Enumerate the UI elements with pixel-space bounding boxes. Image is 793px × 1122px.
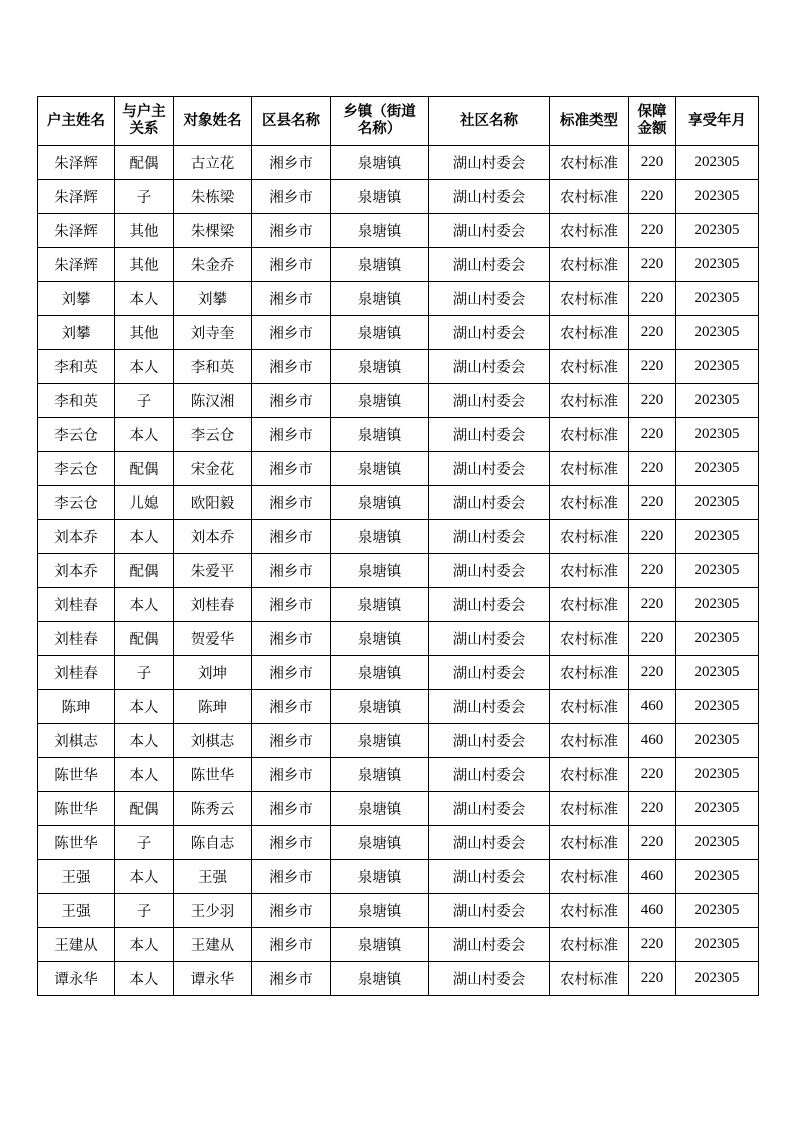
community-cell: 湖山村委会 xyxy=(429,180,550,214)
table-row xyxy=(38,350,759,384)
relation-cell: 子 xyxy=(115,656,174,690)
standard-type-cell: 农村标准 xyxy=(550,588,629,622)
table-row xyxy=(38,452,759,486)
county-cell: 湘乡市 xyxy=(252,146,331,180)
header-standard-type: 标准类型 xyxy=(550,97,629,146)
amount-cell: 460 xyxy=(629,894,676,928)
householder-name-cell: 刘本乔 xyxy=(38,520,115,554)
relation-cell: 其他 xyxy=(115,316,174,350)
township-cell: 泉塘镇 xyxy=(331,316,429,350)
recipient-name-cell: 刘本乔 xyxy=(174,520,252,554)
month-cell: 202305 xyxy=(676,928,759,962)
householder-name-cell: 陈世华 xyxy=(38,792,115,826)
township-cell: 泉塘镇 xyxy=(331,452,429,486)
standard-type-cell: 农村标准 xyxy=(550,520,629,554)
township-cell: 泉塘镇 xyxy=(331,248,429,282)
relation-cell: 儿媳 xyxy=(115,486,174,520)
header-householder-name: 户主姓名 xyxy=(38,97,115,146)
township-cell: 泉塘镇 xyxy=(331,792,429,826)
recipient-name-cell: 贺爱华 xyxy=(174,622,252,656)
relation-cell: 本人 xyxy=(115,418,174,452)
amount-cell: 220 xyxy=(629,656,676,690)
month-cell: 202305 xyxy=(676,282,759,316)
recipient-name-cell: 陈珅 xyxy=(174,690,252,724)
relation-cell: 本人 xyxy=(115,588,174,622)
recipient-name-cell: 陈汉湘 xyxy=(174,384,252,418)
relation-cell: 本人 xyxy=(115,758,174,792)
township-cell: 泉塘镇 xyxy=(331,860,429,894)
table-row xyxy=(38,962,759,996)
householder-name-cell: 刘棋志 xyxy=(38,724,115,758)
relation-cell: 子 xyxy=(115,384,174,418)
township-cell: 泉塘镇 xyxy=(331,622,429,656)
township-cell: 泉塘镇 xyxy=(331,758,429,792)
table-row xyxy=(38,248,759,282)
month-cell: 202305 xyxy=(676,146,759,180)
county-cell: 湘乡市 xyxy=(252,418,331,452)
amount-cell: 220 xyxy=(629,520,676,554)
standard-type-cell: 农村标准 xyxy=(550,282,629,316)
community-cell: 湖山村委会 xyxy=(429,350,550,384)
amount-cell: 220 xyxy=(629,792,676,826)
header-community: 社区名称 xyxy=(429,97,550,146)
header-amount: 保障 金额 xyxy=(629,97,676,146)
community-cell: 湖山村委会 xyxy=(429,962,550,996)
community-cell: 湖山村委会 xyxy=(429,316,550,350)
relation-cell: 本人 xyxy=(115,690,174,724)
recipient-name-cell: 陈世华 xyxy=(174,758,252,792)
header-month: 享受年月 xyxy=(676,97,759,146)
householder-name-cell: 陈珅 xyxy=(38,690,115,724)
month-cell: 202305 xyxy=(676,962,759,996)
householder-name-cell: 刘本乔 xyxy=(38,554,115,588)
standard-type-cell: 农村标准 xyxy=(550,146,629,180)
amount-cell: 220 xyxy=(629,180,676,214)
amount-cell: 460 xyxy=(629,860,676,894)
householder-name-cell: 刘桂春 xyxy=(38,656,115,690)
township-cell: 泉塘镇 xyxy=(331,656,429,690)
township-cell: 泉塘镇 xyxy=(331,146,429,180)
householder-name-cell: 陈世华 xyxy=(38,758,115,792)
county-cell: 湘乡市 xyxy=(252,214,331,248)
recipient-name-cell: 刘桂春 xyxy=(174,588,252,622)
month-cell: 202305 xyxy=(676,724,759,758)
county-cell: 湘乡市 xyxy=(252,282,331,316)
township-cell: 泉塘镇 xyxy=(331,418,429,452)
county-cell: 湘乡市 xyxy=(252,792,331,826)
recipient-name-cell: 古立花 xyxy=(174,146,252,180)
county-cell: 湘乡市 xyxy=(252,962,331,996)
community-cell: 湖山村委会 xyxy=(429,860,550,894)
relation-cell: 配偶 xyxy=(115,146,174,180)
householder-name-cell: 王强 xyxy=(38,894,115,928)
householder-name-cell: 陈世华 xyxy=(38,826,115,860)
month-cell: 202305 xyxy=(676,758,759,792)
standard-type-cell: 农村标准 xyxy=(550,724,629,758)
county-cell: 湘乡市 xyxy=(252,554,331,588)
table-row xyxy=(38,146,759,180)
recipient-name-cell: 王少羽 xyxy=(174,894,252,928)
standard-type-cell: 农村标准 xyxy=(550,486,629,520)
table-row xyxy=(38,316,759,350)
standard-type-cell: 农村标准 xyxy=(550,860,629,894)
standard-type-cell: 农村标准 xyxy=(550,384,629,418)
householder-name-cell: 朱泽辉 xyxy=(38,180,115,214)
table-row xyxy=(38,860,759,894)
householder-name-cell: 李云仓 xyxy=(38,486,115,520)
standard-type-cell: 农村标准 xyxy=(550,622,629,656)
recipient-name-cell: 王建从 xyxy=(174,928,252,962)
month-cell: 202305 xyxy=(676,350,759,384)
header-township: 乡镇（街道 名称） xyxy=(331,97,429,146)
county-cell: 湘乡市 xyxy=(252,384,331,418)
header-recipient-name: 对象姓名 xyxy=(174,97,252,146)
standard-type-cell: 农村标准 xyxy=(550,928,629,962)
standard-type-cell: 农村标准 xyxy=(550,452,629,486)
relation-cell: 本人 xyxy=(115,962,174,996)
county-cell: 湘乡市 xyxy=(252,180,331,214)
standard-type-cell: 农村标准 xyxy=(550,214,629,248)
amount-cell: 220 xyxy=(629,350,676,384)
amount-cell: 220 xyxy=(629,486,676,520)
standard-type-cell: 农村标准 xyxy=(550,792,629,826)
standard-type-cell: 农村标准 xyxy=(550,248,629,282)
amount-cell: 220 xyxy=(629,316,676,350)
table-row xyxy=(38,384,759,418)
month-cell: 202305 xyxy=(676,554,759,588)
community-cell: 湖山村委会 xyxy=(429,928,550,962)
amount-cell: 220 xyxy=(629,554,676,588)
table-row xyxy=(38,486,759,520)
header-county: 区县名称 xyxy=(252,97,331,146)
relation-cell: 本人 xyxy=(115,350,174,384)
township-cell: 泉塘镇 xyxy=(331,690,429,724)
county-cell: 湘乡市 xyxy=(252,350,331,384)
relation-cell: 本人 xyxy=(115,860,174,894)
relation-cell: 其他 xyxy=(115,248,174,282)
relation-cell: 其他 xyxy=(115,214,174,248)
relation-cell: 本人 xyxy=(115,520,174,554)
month-cell: 202305 xyxy=(676,860,759,894)
amount-cell: 220 xyxy=(629,928,676,962)
table-row xyxy=(38,588,759,622)
amount-cell: 220 xyxy=(629,622,676,656)
recipient-name-cell: 刘棋志 xyxy=(174,724,252,758)
amount-cell: 220 xyxy=(629,214,676,248)
recipient-name-cell: 刘坤 xyxy=(174,656,252,690)
township-cell: 泉塘镇 xyxy=(331,826,429,860)
householder-name-cell: 刘桂春 xyxy=(38,622,115,656)
township-cell: 泉塘镇 xyxy=(331,894,429,928)
recipient-name-cell: 朱金乔 xyxy=(174,248,252,282)
township-cell: 泉塘镇 xyxy=(331,962,429,996)
table-row xyxy=(38,894,759,928)
assistance-roster-table xyxy=(37,96,759,996)
householder-name-cell: 朱泽辉 xyxy=(38,248,115,282)
standard-type-cell: 农村标准 xyxy=(550,554,629,588)
month-cell: 202305 xyxy=(676,588,759,622)
relation-cell: 本人 xyxy=(115,724,174,758)
county-cell: 湘乡市 xyxy=(252,316,331,350)
township-cell: 泉塘镇 xyxy=(331,486,429,520)
county-cell: 湘乡市 xyxy=(252,656,331,690)
community-cell: 湖山村委会 xyxy=(429,622,550,656)
amount-cell: 220 xyxy=(629,384,676,418)
table-body xyxy=(38,146,759,996)
standard-type-cell: 农村标准 xyxy=(550,180,629,214)
month-cell: 202305 xyxy=(676,656,759,690)
county-cell: 湘乡市 xyxy=(252,520,331,554)
community-cell: 湖山村委会 xyxy=(429,588,550,622)
township-cell: 泉塘镇 xyxy=(331,554,429,588)
table-row xyxy=(38,282,759,316)
amount-cell: 220 xyxy=(629,758,676,792)
month-cell: 202305 xyxy=(676,894,759,928)
amount-cell: 460 xyxy=(629,724,676,758)
recipient-name-cell: 刘攀 xyxy=(174,282,252,316)
county-cell: 湘乡市 xyxy=(252,248,331,282)
recipient-name-cell: 宋金花 xyxy=(174,452,252,486)
householder-name-cell: 刘攀 xyxy=(38,282,115,316)
month-cell: 202305 xyxy=(676,214,759,248)
county-cell: 湘乡市 xyxy=(252,928,331,962)
community-cell: 湖山村委会 xyxy=(429,486,550,520)
relation-cell: 配偶 xyxy=(115,622,174,656)
month-cell: 202305 xyxy=(676,520,759,554)
recipient-name-cell: 朱栋梁 xyxy=(174,180,252,214)
recipient-name-cell: 谭永华 xyxy=(174,962,252,996)
recipient-name-cell: 李和英 xyxy=(174,350,252,384)
community-cell: 湖山村委会 xyxy=(429,214,550,248)
householder-name-cell: 王强 xyxy=(38,860,115,894)
month-cell: 202305 xyxy=(676,622,759,656)
standard-type-cell: 农村标准 xyxy=(550,894,629,928)
county-cell: 湘乡市 xyxy=(252,758,331,792)
amount-cell: 220 xyxy=(629,282,676,316)
community-cell: 湖山村委会 xyxy=(429,656,550,690)
standard-type-cell: 农村标准 xyxy=(550,350,629,384)
table-row xyxy=(38,792,759,826)
county-cell: 湘乡市 xyxy=(252,724,331,758)
month-cell: 202305 xyxy=(676,452,759,486)
month-cell: 202305 xyxy=(676,486,759,520)
table-row xyxy=(38,690,759,724)
table-header-row xyxy=(38,97,759,146)
amount-cell: 220 xyxy=(629,146,676,180)
relation-cell: 配偶 xyxy=(115,554,174,588)
table-row xyxy=(38,180,759,214)
standard-type-cell: 农村标准 xyxy=(550,690,629,724)
householder-name-cell: 李和英 xyxy=(38,384,115,418)
county-cell: 湘乡市 xyxy=(252,588,331,622)
community-cell: 湖山村委会 xyxy=(429,146,550,180)
community-cell: 湖山村委会 xyxy=(429,826,550,860)
county-cell: 湘乡市 xyxy=(252,860,331,894)
community-cell: 湖山村委会 xyxy=(429,724,550,758)
householder-name-cell: 朱泽辉 xyxy=(38,146,115,180)
amount-cell: 220 xyxy=(629,418,676,452)
standard-type-cell: 农村标准 xyxy=(550,316,629,350)
township-cell: 泉塘镇 xyxy=(331,282,429,316)
standard-type-cell: 农村标准 xyxy=(550,758,629,792)
relation-cell: 配偶 xyxy=(115,792,174,826)
community-cell: 湖山村委会 xyxy=(429,554,550,588)
householder-name-cell: 李云仓 xyxy=(38,452,115,486)
standard-type-cell: 农村标准 xyxy=(550,826,629,860)
standard-type-cell: 农村标准 xyxy=(550,656,629,690)
community-cell: 湖山村委会 xyxy=(429,248,550,282)
relation-cell: 子 xyxy=(115,180,174,214)
month-cell: 202305 xyxy=(676,180,759,214)
householder-name-cell: 李云仓 xyxy=(38,418,115,452)
township-cell: 泉塘镇 xyxy=(331,724,429,758)
recipient-name-cell: 李云仓 xyxy=(174,418,252,452)
amount-cell: 220 xyxy=(629,248,676,282)
township-cell: 泉塘镇 xyxy=(331,520,429,554)
community-cell: 湖山村委会 xyxy=(429,690,550,724)
month-cell: 202305 xyxy=(676,248,759,282)
table-row xyxy=(38,622,759,656)
relation-cell: 本人 xyxy=(115,928,174,962)
amount-cell: 220 xyxy=(629,588,676,622)
table-row xyxy=(38,554,759,588)
community-cell: 湖山村委会 xyxy=(429,758,550,792)
county-cell: 湘乡市 xyxy=(252,622,331,656)
community-cell: 湖山村委会 xyxy=(429,384,550,418)
householder-name-cell: 刘攀 xyxy=(38,316,115,350)
community-cell: 湖山村委会 xyxy=(429,792,550,826)
recipient-name-cell: 陈秀云 xyxy=(174,792,252,826)
householder-name-cell: 谭永华 xyxy=(38,962,115,996)
community-cell: 湖山村委会 xyxy=(429,282,550,316)
month-cell: 202305 xyxy=(676,418,759,452)
amount-cell: 220 xyxy=(629,452,676,486)
month-cell: 202305 xyxy=(676,792,759,826)
householder-name-cell: 李和英 xyxy=(38,350,115,384)
community-cell: 湖山村委会 xyxy=(429,418,550,452)
recipient-name-cell: 朱棵梁 xyxy=(174,214,252,248)
recipient-name-cell: 欧阳毅 xyxy=(174,486,252,520)
table-row xyxy=(38,520,759,554)
county-cell: 湘乡市 xyxy=(252,452,331,486)
recipient-name-cell: 朱爱平 xyxy=(174,554,252,588)
householder-name-cell: 王建从 xyxy=(38,928,115,962)
table-row xyxy=(38,928,759,962)
relation-cell: 本人 xyxy=(115,282,174,316)
community-cell: 湖山村委会 xyxy=(429,452,550,486)
county-cell: 湘乡市 xyxy=(252,826,331,860)
table-row xyxy=(38,758,759,792)
recipient-name-cell: 刘寺奎 xyxy=(174,316,252,350)
township-cell: 泉塘镇 xyxy=(331,384,429,418)
householder-name-cell: 朱泽辉 xyxy=(38,214,115,248)
community-cell: 湖山村委会 xyxy=(429,520,550,554)
county-cell: 湘乡市 xyxy=(252,690,331,724)
month-cell: 202305 xyxy=(676,826,759,860)
householder-name-cell: 刘桂春 xyxy=(38,588,115,622)
table-row xyxy=(38,418,759,452)
township-cell: 泉塘镇 xyxy=(331,350,429,384)
relation-cell: 子 xyxy=(115,826,174,860)
township-cell: 泉塘镇 xyxy=(331,180,429,214)
recipient-name-cell: 陈自志 xyxy=(174,826,252,860)
relation-cell: 配偶 xyxy=(115,452,174,486)
community-cell: 湖山村委会 xyxy=(429,894,550,928)
township-cell: 泉塘镇 xyxy=(331,588,429,622)
county-cell: 湘乡市 xyxy=(252,894,331,928)
amount-cell: 220 xyxy=(629,962,676,996)
relation-cell: 子 xyxy=(115,894,174,928)
county-cell: 湘乡市 xyxy=(252,486,331,520)
month-cell: 202305 xyxy=(676,384,759,418)
standard-type-cell: 农村标准 xyxy=(550,962,629,996)
table-row xyxy=(38,656,759,690)
amount-cell: 460 xyxy=(629,690,676,724)
amount-cell: 220 xyxy=(629,826,676,860)
township-cell: 泉塘镇 xyxy=(331,214,429,248)
header-relation: 与户主 关系 xyxy=(115,97,174,146)
recipient-name-cell: 王强 xyxy=(174,860,252,894)
standard-type-cell: 农村标准 xyxy=(550,418,629,452)
table-row xyxy=(38,826,759,860)
table-row xyxy=(38,724,759,758)
township-cell: 泉塘镇 xyxy=(331,928,429,962)
month-cell: 202305 xyxy=(676,690,759,724)
month-cell: 202305 xyxy=(676,316,759,350)
table-row xyxy=(38,214,759,248)
